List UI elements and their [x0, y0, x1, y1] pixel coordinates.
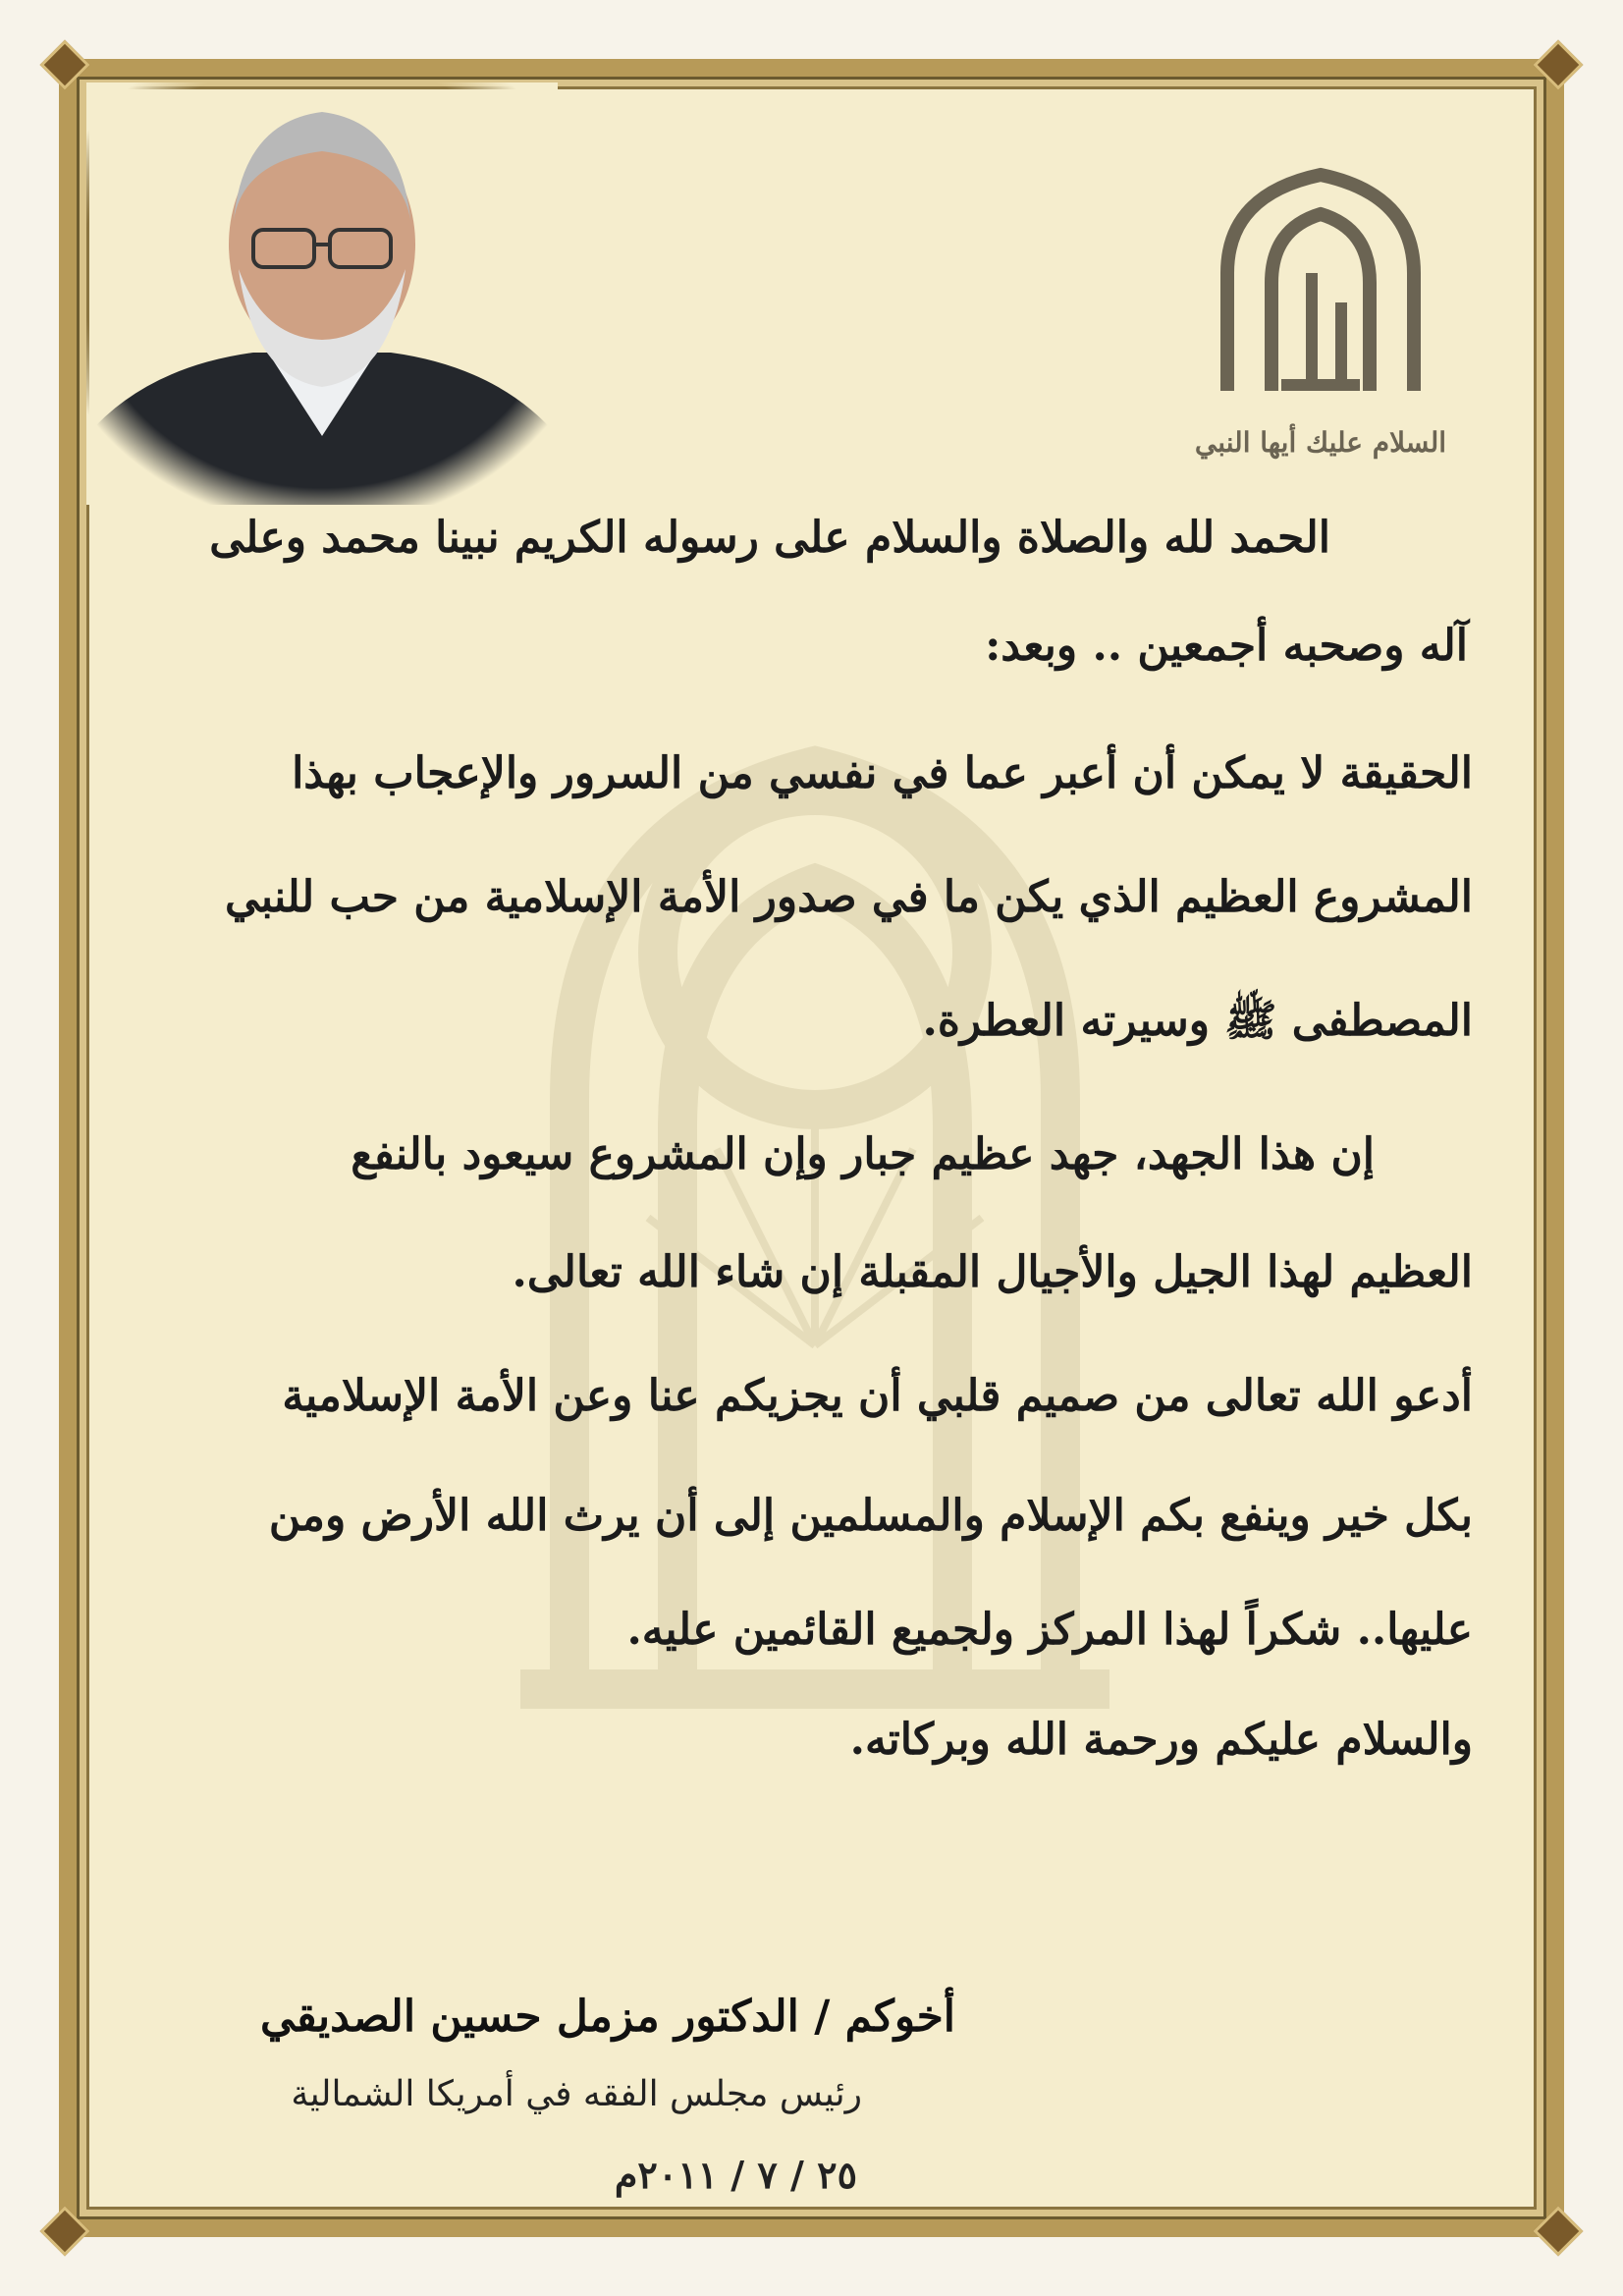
- letter-line: العظيم لهذا الجيل والأجيال المقبلة إن شاء الله تعالى.: [512, 1247, 1473, 1297]
- signature-name: أخوكم / الدكتور مزمل حسين الصديقي: [260, 1992, 955, 2042]
- letter-line: عليها.. شكراً لهذا المركز ولجميع القائمين عليه.: [626, 1605, 1473, 1655]
- letter-line: المصطفى ﷺ وسيرته العطرة.: [922, 996, 1473, 1046]
- author-portrait: [86, 82, 558, 505]
- letter-line: إن هذا الجهد، جهد عظيم جبار وإن المشروع سيعود بالنفع: [351, 1129, 1375, 1179]
- letter-line: بكل خير وينفع بكم الإسلام والمسلمين إلى أن يرث الله الأرض ومن: [268, 1491, 1473, 1541]
- organization-logo: [1188, 165, 1453, 469]
- letter-line: آله وصحبه أجمعين .. وبعد:: [985, 621, 1468, 671]
- letter-line: والسلام عليكم ورحمة الله وبركاته.: [849, 1715, 1473, 1765]
- letter-line: الحقيقة لا يمكن أن أعبر عما في نفسي من السرور والإعجاب بهذا: [292, 748, 1473, 798]
- signature-title: رئيس مجلس الفقه في أمريكا الشمالية: [291, 2074, 862, 2114]
- letter-line: الحمد لله والصلاة والسلام على رسوله الكريم نبينا محمد وعلى: [209, 513, 1330, 563]
- letter-line: أدعو الله تعالى من صميم قلبي أن يجزيكم عنا وعن الأمة الإسلامية: [282, 1371, 1473, 1421]
- letter-line: المشروع العظيم الذي يكن ما في صدور الأمة الإسلامية من حب للنبي: [225, 872, 1473, 922]
- logo-caption: السلام عليك أيها النبي: [1194, 426, 1447, 459]
- letter-date: ٢٥ / ٧ / ٢٠١١م: [614, 2153, 857, 2197]
